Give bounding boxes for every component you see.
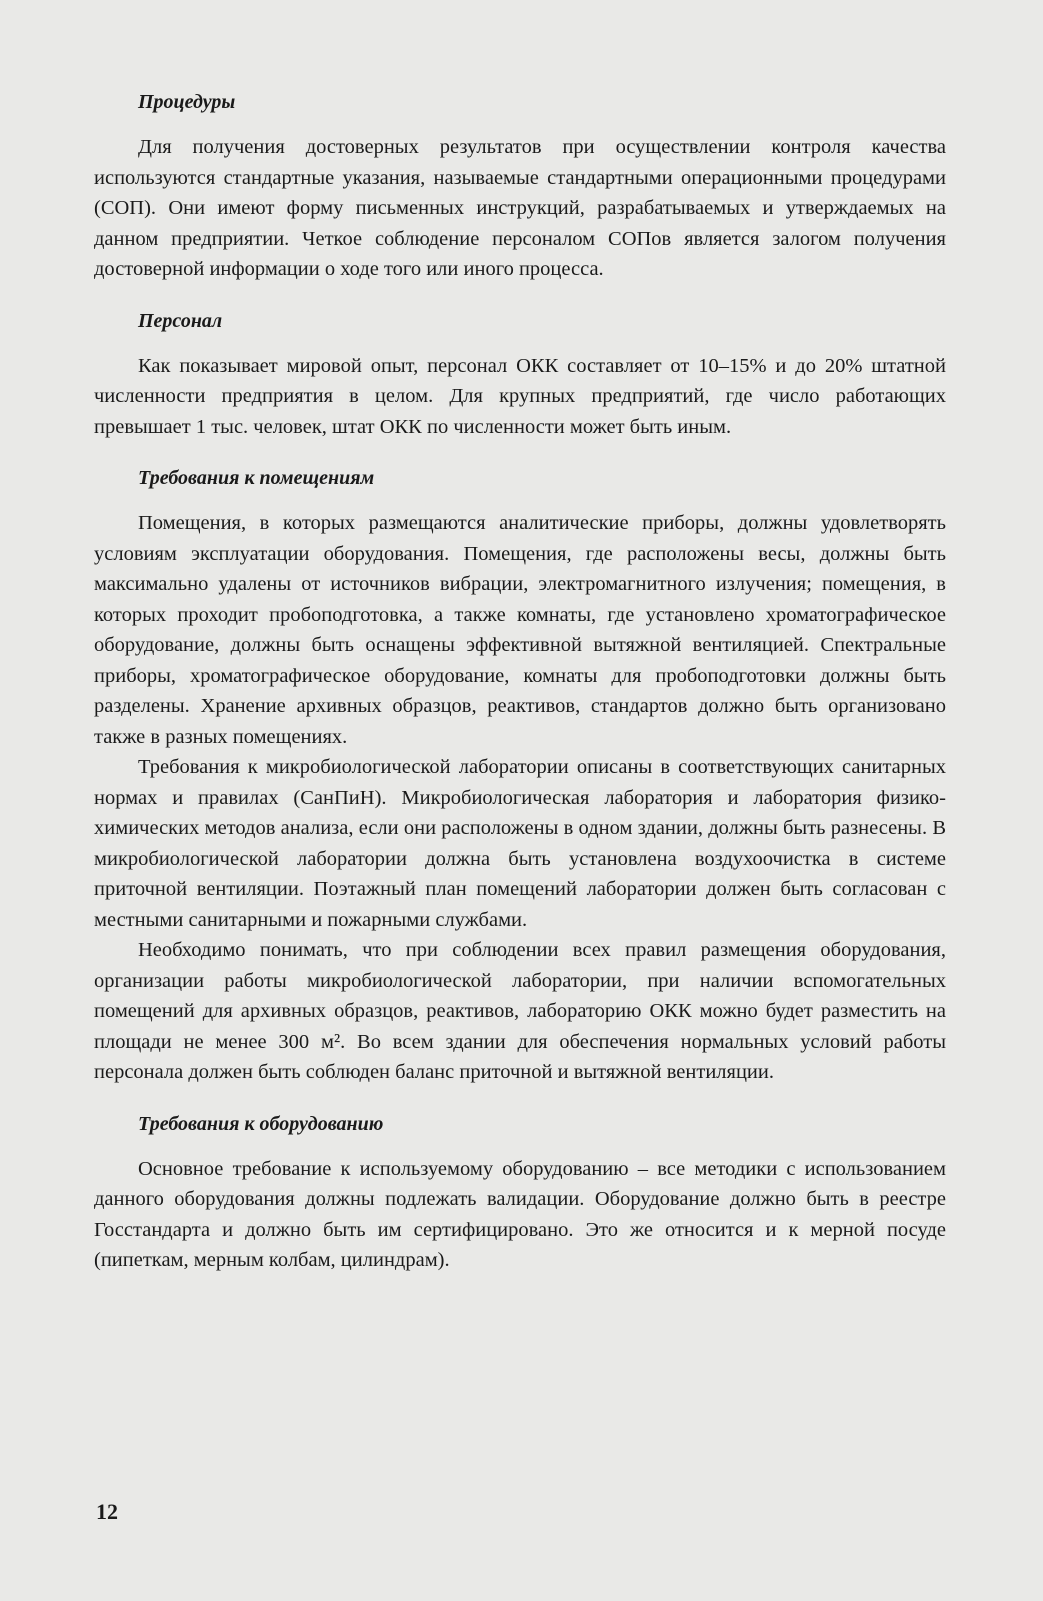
paragraph: Требования к микробиологической лаборатории описаны в соответствующих санитарных нормах и правилах (СанПиН). Микробиологическая лаборатория и лаборатория физико-химических методов анализа, если они расположены в одном здании, должны быть разнесены. В микробиологической лаборатории должна быть установлена воздухоочистка в системе приточной вентиляции. Поэтажный план помещений лаборатории должен быть согласован с местными санитарными и пожарными службами. — [94, 756, 946, 931]
paragraph: Необходимо понимать, что при соблюдении всех правил размещения оборудования, организации работы микробиологической лаборатории, при наличии вспомогательных помещений для архивных образцов, реактивов, лабораторию ОКК можно будет разместить на площади не менее 300 м². Во всем здании для обеспечения нормальных условий работы персонала должен быть соблюден баланс приточной и вытяжной вентиляции. — [94, 939, 946, 1083]
page-content — [94, 88, 946, 1298]
section-heading: Требования к оборудованию — [138, 1112, 384, 1135]
section-personnel — [94, 307, 946, 443]
paragraph: Основное требование к используемому оборудованию – все методики с использованием данного оборудования должны подлежать валидации. Оборудование должно быть в реестре Госстандарта и должно быть им сертифицировано. Это же относится и к мерной посуде (пипеткам, мерным колбам, цилиндрам). — [94, 1157, 946, 1271]
paragraph: Как показывает мировой опыт, персонал ОКК составляет от 10–15% и до 20% штатной численности предприятия в целом. Для крупных предприятий, где число работающих превышает 1 тыс. человек, штат ОКК по численности может быть иным. — [94, 354, 946, 438]
section-heading: Персонал — [138, 309, 223, 332]
section-heading: Требования к помещениям — [138, 467, 375, 489]
paragraph: Помещения, в которых размещаются аналитические приборы, должны удовлетворять условиям эксплуатации оборудования. Помещения, где расположены весы, должны быть максимально удалены от источников вибрации, электромагнитного излучения; помещения, в которых проходит пробоподготовка, а также комнаты, где установлено хроматографическое оборудование, должны быть оснащены эффективной вытяжной вентиляцией. Спектральные приборы, хроматографическое оборудование, комнаты для пробоподготовки должны быть разделены. Хранение архивных образцов, реактивов, стандартов должно быть организовано также в разных помещениях. — [94, 512, 946, 748]
section-premises-requirements — [94, 464, 946, 1088]
section-procedures — [94, 88, 946, 285]
section-heading: Процедуры — [138, 91, 236, 113]
section-equipment-requirements — [94, 1110, 946, 1276]
page-number: 12 — [96, 1499, 118, 1524]
paragraph: Для получения достоверных результатов при осуществлении контроля качества используются стандартные указания, называемые стандартными операционными процедурами (СОП). Они имеют форму письменных инструкций, разрабатываемых и утверждаемых на данном предприятии. Четкое соблюдение персоналом СОПов является залогом получения достоверной информации о ходе того или иного процесса. — [94, 136, 946, 280]
